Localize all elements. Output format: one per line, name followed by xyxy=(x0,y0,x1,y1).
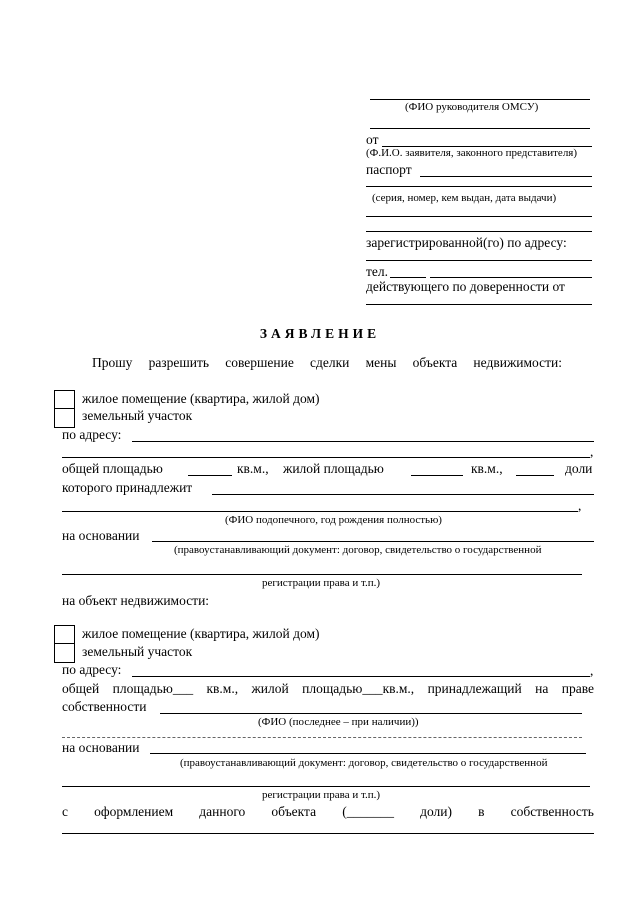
blank-line xyxy=(370,128,590,129)
phone-line-1 xyxy=(390,277,426,278)
final-word: собственность xyxy=(510,804,594,819)
passport-line-4 xyxy=(366,231,592,232)
area-total-blank xyxy=(188,475,232,476)
final-word: данного xyxy=(199,804,246,819)
checkbox-land-2[interactable] xyxy=(54,643,75,663)
final-blank-line xyxy=(62,833,594,834)
ward-line xyxy=(62,511,578,512)
owner-of-share-label: которого принадлежит xyxy=(62,480,193,495)
registration-caption-2: регистрации права и т.п.) xyxy=(262,789,381,801)
address-label-2: по адресу: xyxy=(62,662,122,677)
address-label: по адресу: xyxy=(62,427,122,442)
page-title: ЗАЯВЛЕНИЕ xyxy=(259,326,381,341)
basis-caption: (правоустанавливающий документ: договор, свидетельство о государственной xyxy=(174,544,542,556)
phone-line-2 xyxy=(430,277,592,278)
option-dwelling-2: жилое помещение (квартира, жилой дом) xyxy=(82,626,320,641)
option-dwelling: жилое помещение (квартира, жилой дом) xyxy=(82,391,320,406)
final-word: доли) xyxy=(420,804,452,819)
ownership-line xyxy=(160,713,582,714)
address-line xyxy=(366,260,592,261)
area-sqm-2: кв.м., xyxy=(471,461,503,476)
final-word: в xyxy=(478,804,485,819)
registration-line xyxy=(62,574,582,575)
comma-2: , xyxy=(578,498,582,513)
basis-line xyxy=(152,541,594,542)
owner-line xyxy=(212,494,594,495)
registration-caption: регистрации права и т.п.) xyxy=(262,577,381,589)
phone-label: тел. xyxy=(366,264,389,279)
omsu-head-line xyxy=(370,99,590,100)
ward-caption: (ФИО подопечного, год рождения полностью) xyxy=(225,514,442,526)
checkbox-dwelling-2[interactable] xyxy=(54,625,75,645)
area-living-label: жилой площадью xyxy=(283,461,384,476)
area-living-blank xyxy=(411,475,463,476)
address-line-3 xyxy=(132,676,590,677)
basis-label: на основании xyxy=(62,528,140,543)
share-label: доли xyxy=(565,461,593,476)
basis-line-2 xyxy=(150,753,586,754)
comma-3: , xyxy=(590,663,594,678)
passport-line xyxy=(420,176,592,177)
checkbox-dwelling[interactable] xyxy=(54,390,75,410)
registration-line-2 xyxy=(62,786,590,787)
proxy-label: действующего по доверенности от xyxy=(366,279,565,294)
final-word: (_______ xyxy=(342,804,394,819)
area-sqm: кв.м., xyxy=(237,461,269,476)
target-label: на объект недвижимости: xyxy=(62,593,210,608)
applicant-caption: (Ф.И.О. заявителя, законного представителя) xyxy=(366,147,578,159)
final-word: с xyxy=(62,804,68,819)
passport-caption: (серия, номер, кем выдан, дата выдачи) xyxy=(372,192,557,204)
proxy-line xyxy=(366,304,592,305)
checkbox-land[interactable] xyxy=(54,408,75,428)
share-blank xyxy=(516,475,554,476)
registered-label: зарегистрированной(го) по адресу: xyxy=(366,235,567,250)
comma: , xyxy=(590,444,594,459)
area-line-2: общей площадью___ кв.м., жилой площадью___кв.м., принадлежащий на праве xyxy=(62,681,594,696)
dotted-line xyxy=(62,737,582,738)
ownership-label: собственности xyxy=(62,699,147,714)
passport-line-3 xyxy=(366,216,592,217)
request-text: Прошу разрешить совершение сделки мены объекта недвижимости: xyxy=(92,355,562,370)
passport-line-2 xyxy=(366,186,592,187)
owner-caption: (ФИО (последнее – при наличии)) xyxy=(258,716,419,728)
final-word: оформлением xyxy=(94,804,174,819)
final-line xyxy=(62,804,594,820)
omsu-caption: (ФИО руководителя ОМСУ) xyxy=(405,101,539,113)
address-line-2 xyxy=(62,457,590,458)
from-label: от xyxy=(366,132,379,147)
option-land-2: земельный участок xyxy=(82,644,193,659)
option-land: земельный участок xyxy=(82,408,193,423)
final-word: объекта xyxy=(271,804,317,819)
address-line xyxy=(132,441,594,442)
basis-label-2: на основании xyxy=(62,740,140,755)
basis-caption-2: (правоустанавливающий документ: договор, свидетельство о государственной xyxy=(180,757,548,769)
area-total-label: общей площадью xyxy=(62,461,163,476)
passport-label: паспорт xyxy=(366,162,412,177)
